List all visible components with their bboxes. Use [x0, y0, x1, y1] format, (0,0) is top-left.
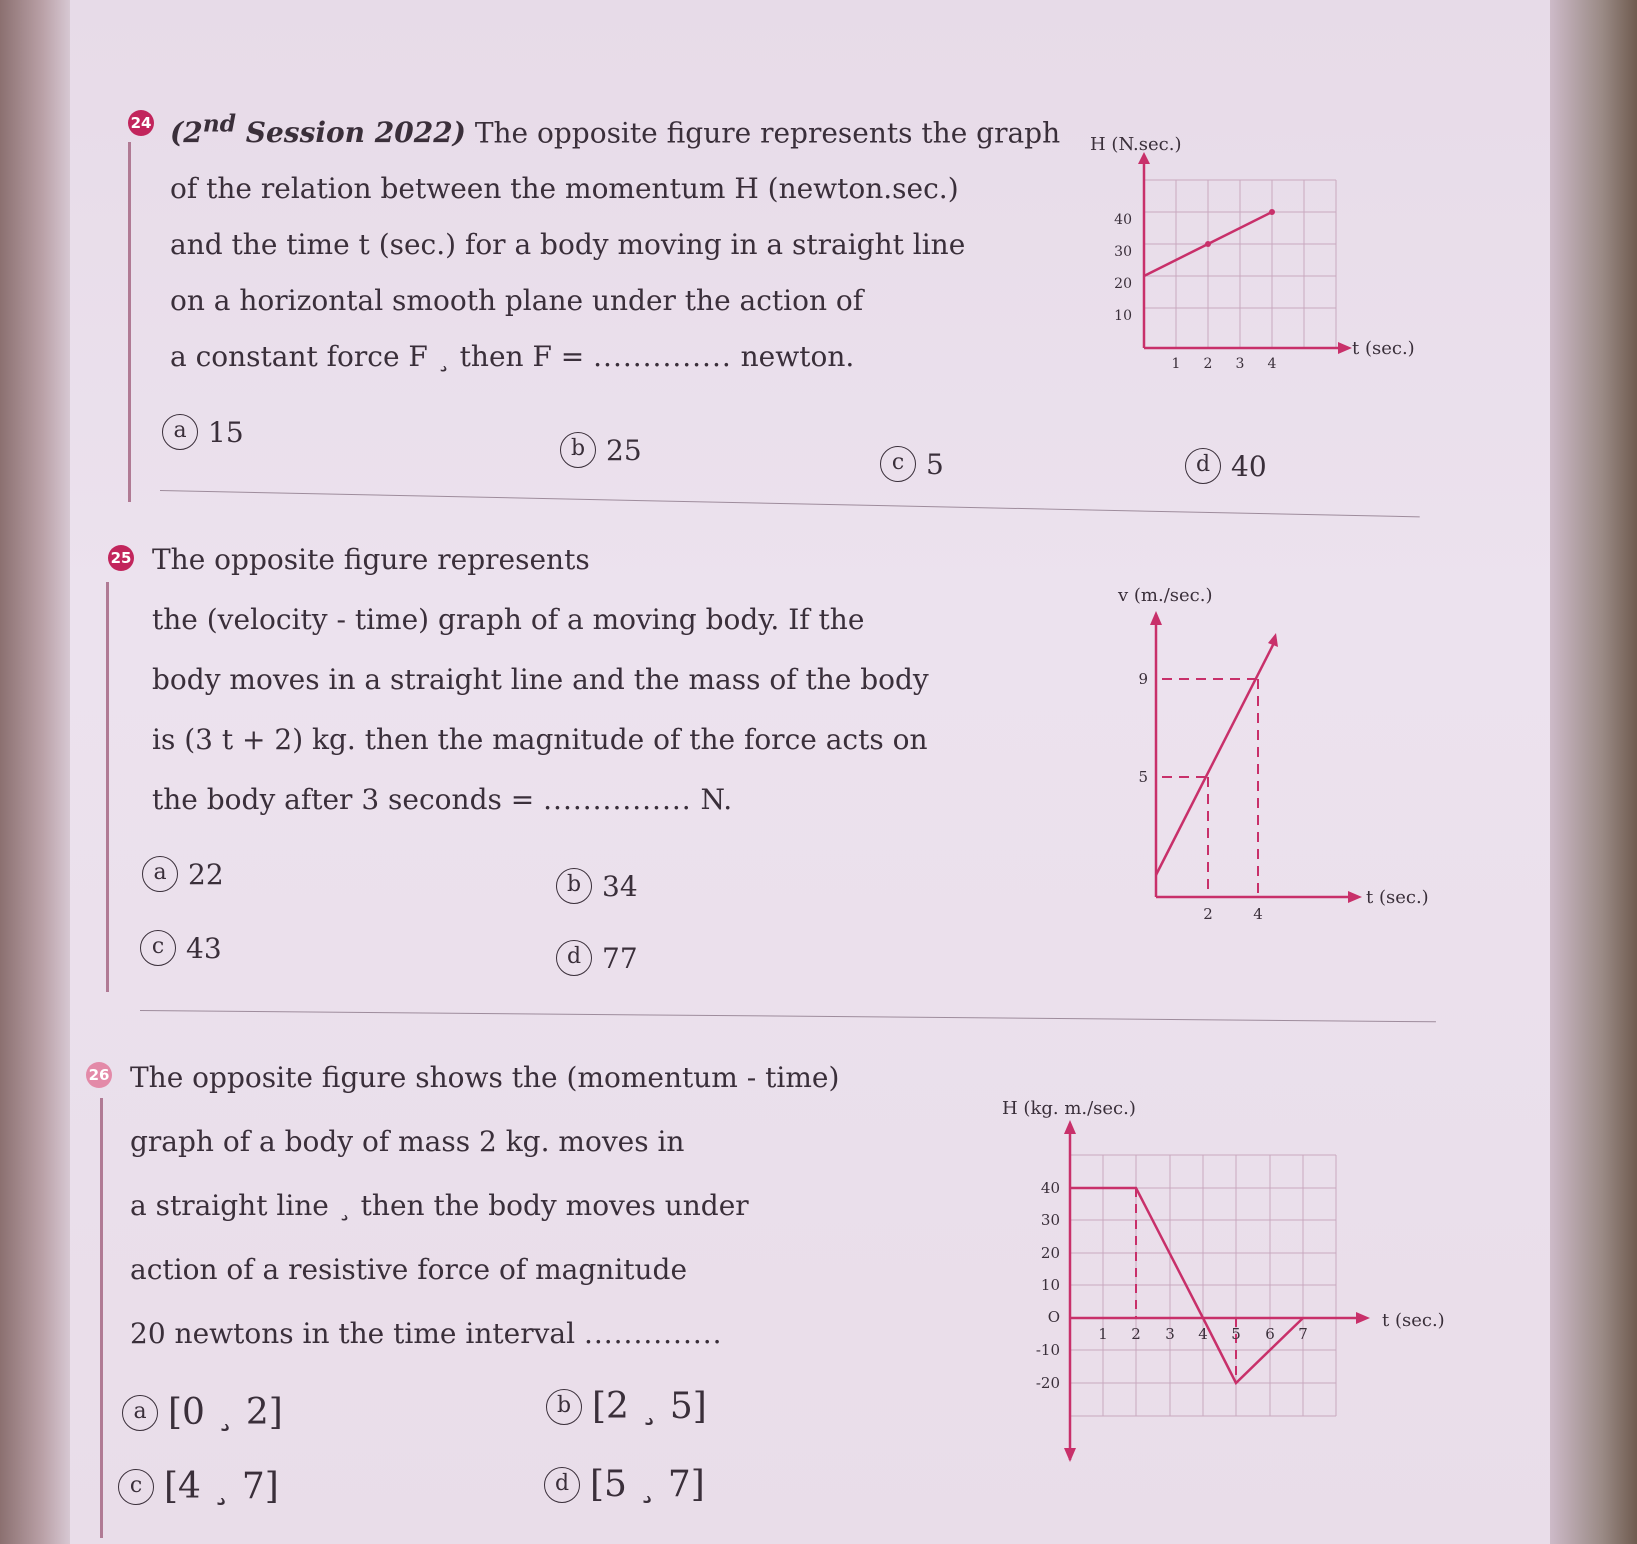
y-tick: 40 — [1040, 1179, 1060, 1197]
x-tick: 3 — [1235, 356, 1245, 370]
session-label: (2nd Session 2022) — [170, 110, 466, 150]
y-tick: 40 — [1114, 212, 1132, 228]
x-tick: 3 — [1165, 1325, 1175, 1343]
question-sidebar — [128, 142, 131, 502]
x-tick: 4 — [1253, 905, 1263, 923]
option-b[interactable]: b [2 ¸ 5] — [546, 1386, 707, 1427]
answer-blank: .............. — [593, 340, 732, 374]
x-tick: 1 — [1098, 1325, 1108, 1343]
y-tick: 9 — [1138, 670, 1148, 688]
x-tick: 4 — [1267, 356, 1277, 370]
graph-y-label: H (N.sec.) — [1090, 134, 1182, 155]
x-tick: 2 — [1203, 356, 1213, 370]
option-c[interactable]: c [4 ¸ 7] — [118, 1466, 279, 1507]
option-d[interactable]: d 40 — [1185, 448, 1267, 484]
x-tick: 4 — [1198, 1325, 1208, 1343]
option-d[interactable]: d [5 ¸ 7] — [544, 1464, 705, 1505]
option-b[interactable]: b 34 — [556, 868, 638, 904]
answer-blank: ............... — [543, 783, 692, 816]
y-tick: 30 — [1040, 1211, 1060, 1229]
option-d[interactable]: d 77 — [556, 940, 638, 976]
y-tick: 5 — [1138, 768, 1148, 786]
x-tick: 7 — [1298, 1325, 1308, 1343]
y-tick: 20 — [1114, 276, 1132, 292]
graph-x-label: t (sec.) — [1382, 1310, 1445, 1331]
y-tick: 30 — [1114, 244, 1132, 260]
velocity-time-graph-25 — [1090, 585, 1450, 935]
option-a[interactable]: a 22 — [142, 856, 224, 892]
question-number: 25 — [108, 545, 134, 571]
option-b[interactable]: b 25 — [560, 432, 642, 468]
momentum-time-graph-24 — [1080, 130, 1420, 370]
option-a[interactable]: a [0 ¸ 2] — [122, 1392, 283, 1433]
question-24-text: (2nd Session 2022) The opposite figure represents the graph of the relation between the momentum H (newton.sec.) and the time t (sec.) for a body moving in a straight line on a horizontal smooth plane under the action of a constant force F ¸ then F = .............. newton. — [170, 110, 1061, 374]
x-tick: 6 — [1265, 1325, 1275, 1343]
graph-x-label: t (sec.) — [1352, 338, 1415, 359]
x-tick: 2 — [1203, 905, 1213, 923]
option-c[interactable]: c 43 — [140, 930, 222, 966]
y-tick: -10 — [1035, 1341, 1060, 1359]
x-tick: 1 — [1171, 356, 1181, 370]
option-a[interactable]: a 15 — [162, 414, 244, 450]
question-25-text: The opposite figure represents the (velocity - time) graph of a moving body. If the body moves in a straight line and the mass of the body is (3 t + 2) kg. then the magnitude of the force acts on the body after 3 seconds = ............... N. — [152, 543, 929, 816]
book-binding — [0, 0, 70, 1544]
y-tick: 10 — [1114, 308, 1132, 324]
question-number: 26 — [86, 1062, 112, 1088]
y-tick: 20 — [1040, 1244, 1060, 1262]
question-26-text: The opposite figure shows the (momentum - time) graph of a body of mass 2 kg. moves in a straight line ¸ then the body moves under action of a resistive force of magnitude 20 newtons in the time interval .............. — [130, 1061, 840, 1350]
momentum-time-graph-26 — [990, 1090, 1460, 1470]
y-tick: -20 — [1035, 1374, 1060, 1392]
graph-point — [1269, 209, 1275, 215]
x-tick: 5 — [1231, 1325, 1241, 1343]
question-number: 24 — [128, 110, 154, 136]
graph-x-label: t (sec.) — [1366, 887, 1429, 908]
origin-label: O — [1047, 1308, 1060, 1326]
graph-y-label: H (kg. m./sec.) — [1002, 1098, 1136, 1119]
question-sidebar — [100, 1098, 103, 1538]
graph-y-label: v (m./sec.) — [1118, 585, 1213, 606]
question-sidebar — [106, 582, 109, 992]
page-edge — [1550, 0, 1637, 1544]
graph-point — [1205, 241, 1211, 247]
answer-blank: .............. — [583, 1317, 723, 1350]
x-tick: 2 — [1131, 1325, 1141, 1343]
y-tick: 10 — [1040, 1276, 1060, 1294]
option-c[interactable]: c 5 — [880, 446, 944, 482]
